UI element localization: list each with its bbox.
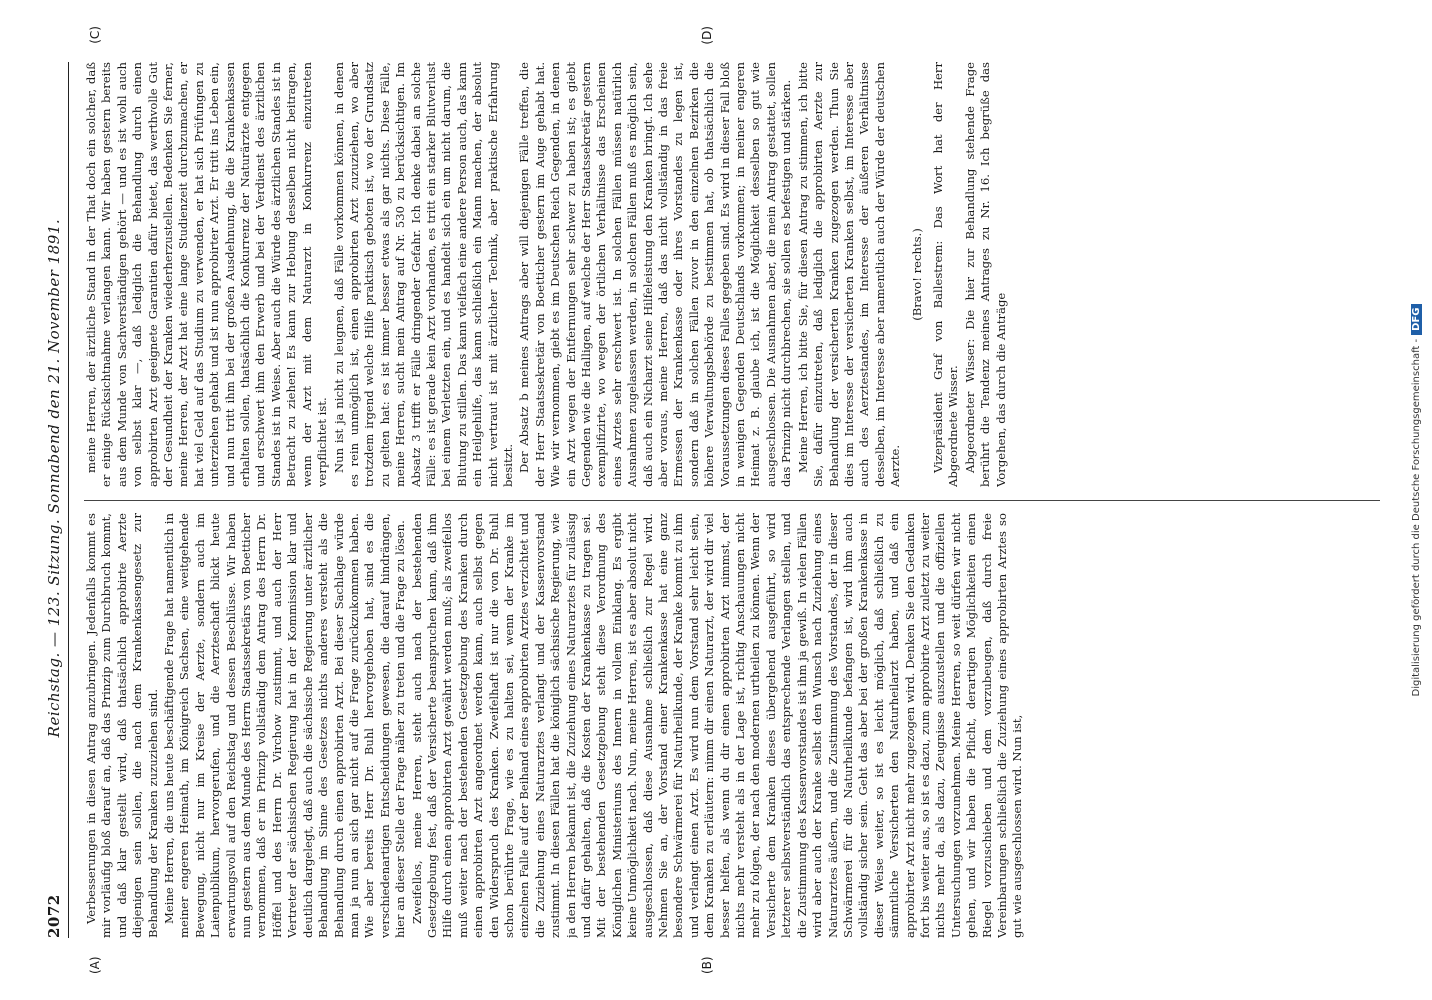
margin-mark-a: (A) <box>88 956 102 974</box>
paragraph: (Bravo! rechts.) <box>909 228 924 321</box>
paragraph: Zweifellos, meine Herren, steht auch nach der bestehenden Gesetzgebung fest, daß der Versicherte beanspruchen kann, daß ihm Hilfe durch einen approbirten Arzt gewährt werden muß; als zweifellos muß weiter nach der bestehenden Gesetzgebung des Kranken durch einen approbirten Arzt angeordnet werden kann, auch selbst gegen den Widerspruch des Kranken. Zweifelhaft ist nur die von Dr. Buhl schon berührte Frage, wie es zu halten sei, wenn der Kranke im einzelnen Falle auf der Beihand eines approbirten Arztes verzichtet und die Zuziehung eines Naturarztes verlangt und der Kassenvorstand zustimmt. In diesen Fällen hat die königlich sächsische Regierung, wie ja den Herren bekannt ist, die Zuziehung eines Naturarztes für zulässig und dafür gehalten, daß die Kosten der Krankenkasse zu tragen sei. Mit der bestehenden Gesetzgebung steht diese Verordnung des Königlichen Ministeriums des Innern in vollem Einklang. Es ergibt keine Unmöglichkeit nach. Nun, meine Herren, ist es aber absolut nicht ausgeschlossen, daß diese Ausnahme schließlich zur Regel wird. Nehmen Sie an, der Vorstand einer Krankenkasse hat eine ganz besondere Schwärmerei für Naturheilkunde, der Kranke kommt zu ihm und verlangt einen Arzt. Es wird nun dem Vorstand sehr leicht sein, dem Kranken zu erläutern: nimm dir einen Naturarzt, der wird dir viel besser helfen, als wenn du dir einen approbirten Arzt nimmst, der nichts mehr versteht als in der Lage ist, richtig Anschauungen nicht mehr zu folgen, der nach den modernen urtheilen zu können. Wenn der Versicherte dem Kranken dieses übergehend ausgeführt, so wird letzterer selbstverständlich das entsprechende Verlangen stellen, und die Zustimmung des Kassenvorstandes ist ihm ja gewiß. In vielen Fällen wird aber auch der Kranke selbst den Wunsch nach Zuziehung eines Naturarztes äußern, und die Zustimmung des Vorstandes, der in dieser Schwärmerei für die Naturheilkunde befangen ist, wird ihm auch vollständig sicher sein. Geht das aber bei der großen Krankenkasse in dieser Weise weiter, so ist es leicht möglich, daß schließlich zu sämmtliche Versicherten den Naturheilarzt haben, und daß ein approbirter Arzt nicht mehr zugezogen wird. Denken Sie den Gedanken fort bis weiter aus, so ist es dazu, zum approbirte Arzt zuletzt zu weiter nichts mehr da, als dazu, Zeugnisse auszustellen und die offiziellen Untersuchungen vorzunehmen. Meine Herren, so weit dürfen wir nicht gehen, und wir haben die Pflicht, derartigen Möglichkeiten einen Riegel vorzuschieben und dem vorzubeugen, daß durch freie Vereinbarungen schließlich die Zuziehung eines approbirten Arztes so gut wie ausgeschlossen wird. Nun ist, <box>409 513 1025 938</box>
paragraph: Abgeordneter Wisser: Die hier zur Behandlung stehende Frage berührt die Tendenz meines Antrages zu Nr. 16. Ich begrüße das Vorgehen, das durch die Anträge <box>962 62 1008 487</box>
paragraph: Meine Herren, ich bitte Sie, für diesen Antrag zu stimmen, ich bitte Sie, dafür einzutreten, daß lediglich die approbirten Aerzte zur Behandlung der versicherten Kranken zugezogen werden. Thun Sie dies im Interesse der versicherten Kranken selbst, im Interesse aber auch des Aerztestandes, im Interesse der äußeren Verhältnisse desselben, im Interesse aber namentlich auch der Würde der deutschen Aerzte. <box>795 62 903 487</box>
left-column <box>84 513 1380 938</box>
margin-mark-d: (D) <box>700 26 714 45</box>
paragraph: Meine Herren, die uns heute beschäftigende Frage hat namentlich in meiner engeren Heimath, im Königreich Sachsen, eine weitgehende Bewegung, nicht nur im Kreise der Aerzte, sondern auch im Laienpublikum, hervorgerufen, und die Aerzteschaft blickt heute erwartungsvoll auf den Reichstag und dessen Beschlüsse. Wir haben nun gestern aus dem Munde des Herrn Staatssekretärs von Boetticher vernommen, daß er im Prinzip vollständig dem Antrag des Herrn Dr. Höffel und des Herrn Dr. Virchow zustimmt, und auch der Herr Vertreter der sächsischen Regierung hat in der Kommission klar und deutlich dargelegt, daß auch die sächsische Regierung unter ärztlicher Behandlung im Sinne des Gesetzes nichts anderes versteht als die Behandlung durch einen approbirten Arzt. Bei dieser Sachlage würde man ja nun an sich gar nicht auf die Frage zurückzukommen haben. Wie aber bereits Herr Dr. Buhl hervorgehoben hat, sind es die verschiedenartigen Entscheidungen gewesen, die darauf hindrängen, hier an dieser Stelle der Frage näher zu treten und die Frage zu lösen. <box>162 513 408 938</box>
paragraph: Verbesserungen in diesen Antrag anzubringen. Jedenfalls kommt es mir vorläufig bloß darauf an, daß das Prinzip zum Durchbruch kommt, und daß klar gestellt wird, daß thatsächlich approbirte Aerzte diejenigen sein sollen, die nach dem Krankenkassengesetz zur Behandlung der Kranken zuzuziehen sind. <box>84 513 160 938</box>
paragraph: Der Absatz b meines Antrags aber will diejenigen Fälle treffen, die der Herr Staatssekretär von Boetticher gestern im Auge gehabt hat. Wie wir vernommen, giebt es im Deutschen Reich Gegenden, in denen ein Arzt wegen der Entfernungen sehr schwer zu haben ist; es giebt Gegenden wie die Halligen, auf welche der Herr Staatssekretär gestern exemplifizirte, wo wegen der örtlichen Verhältnisse das Erscheinen eines Arztes sehr erschwert ist. In solchen Fällen müssen natürlich Ausnahmen zugelassen werden, in solchen Fällen muß es möglich sein, daß auch ein Nicharzt seine Hilfeleistung den Kranken bringt. Ich sehe aber voraus, meine Herren, daß das nicht vollständig in das freie Ermessen der Krankenkasse oder ihres Vorstandes zu legen ist, sondern daß in solchen Fällen zuvor in den einzelnen Bezirken die höhere Verwaltungsbehörde zu bestimmen hat, ob thatsächlich die Voraussetzungen dieses Falles gegeben sind. Es wird in dieser Fall bloß in wenigen Gegenden Deutschlands vorkommen; in meiner engeren Heimat z. B. glaube ich, ist die Möglichkeit desselben so gut wie ausgeschlossen. Die Ausnahmen aber, die mein Antrag gestattet, sollen das Prinzip nicht durchbrechen, sie sollen es befestigen und stärken. <box>517 62 794 487</box>
right-column <box>84 62 1380 487</box>
paragraph: Nun ist ja nicht zu leugnen, daß Fälle vorkommen können, in denen es rein unmöglich ist, einen approbirten Arzt zuzuziehen, wo aber trotzdem irgend welche Hilfe praktisch geboten ist, wo der Grundsatz zu gelten hat: es ist immer besser etwas als gar nichts. Diese Fälle, meine Herren, sucht mein Antrag auf Nr. 530 zu berücksichtigen. Im Absatz 3 trifft er Fälle dringender Gefahr. Ich denke dabei an solche Fälle: es ist gerade kein Arzt vorhanden, es tritt ein starker Blutverlust bei einem Verletzten ein, und es handelt sich ein um nicht darum, die Blutung zu stillen. Das kann vielfach eine andere Person auch, das kann ein Heilgehilfe, das kann schließlich ein Mann machen, der absolut nicht vertraut ist mit ärztlicher Technik, aber praktische Erfahrung besitzt. <box>331 62 515 487</box>
paragraph: meine Herren, der ärztliche Stand in der That doch ein solcher, daß er einige Rücksichtnahme verlangen kann. Wir haben gestern bereits aus dem Munde von Sachverständigen gehört — und es ist wohl auch von selbst klar —, daß lediglich die Behandlung durch einen approbirten Arzt geeignete Garantien dafür bietet, das werthvolle Gut der Gesundheit der Kranken wiederherzustellen. Bedenken Sie ferner, meine Herren, der Arzt hat eine lange Studienzeit durchzumachen, er hat viel Geld auf das Studium zu verwenden, er hat sich Prüfungen zu unterziehen gehabt und ist nun approbirter Arzt. Er tritt ins Leben ein, und nun tritt ihm bei der großen Ausdehnung, die die Krankenkassen erhalten sollen, thatsächlich die Konkurrenz der Naturärzte entgegen und erschwert ihm den Erwerb und bei der Verdienst des ärztlichen Standes ist in Weise. Aber auch die Würde des ärztlichen Standes ist in Betracht zu ziehen! Es kann zur Hebung desselben nicht beitragen, wenn der Arzt mit dem Naturarzt in Konkurrenz einzutreten verpflichtet ist. <box>84 62 330 487</box>
dfg-logo: DFG <box>1411 304 1422 335</box>
digitization-credit <box>1411 0 1422 1000</box>
page-number: 2072 <box>45 894 63 938</box>
running-title: Reichstag. — 123. Sitzung. Sonnabend den 21. November 1891. <box>45 218 63 738</box>
margin-mark-b: (B) <box>700 956 714 974</box>
paragraph: Vizepräsident Graf von Ballestrem: Das Wort hat der Herr Abgeordnete Wisser. <box>930 62 961 487</box>
text-columns <box>84 62 1380 938</box>
page-header <box>40 62 69 938</box>
margin-mark-c: (C) <box>88 26 102 44</box>
credit-text: Digitalisierung gefördert durch die Deutsche Forschungsgemeinschaft - <box>1411 338 1422 697</box>
